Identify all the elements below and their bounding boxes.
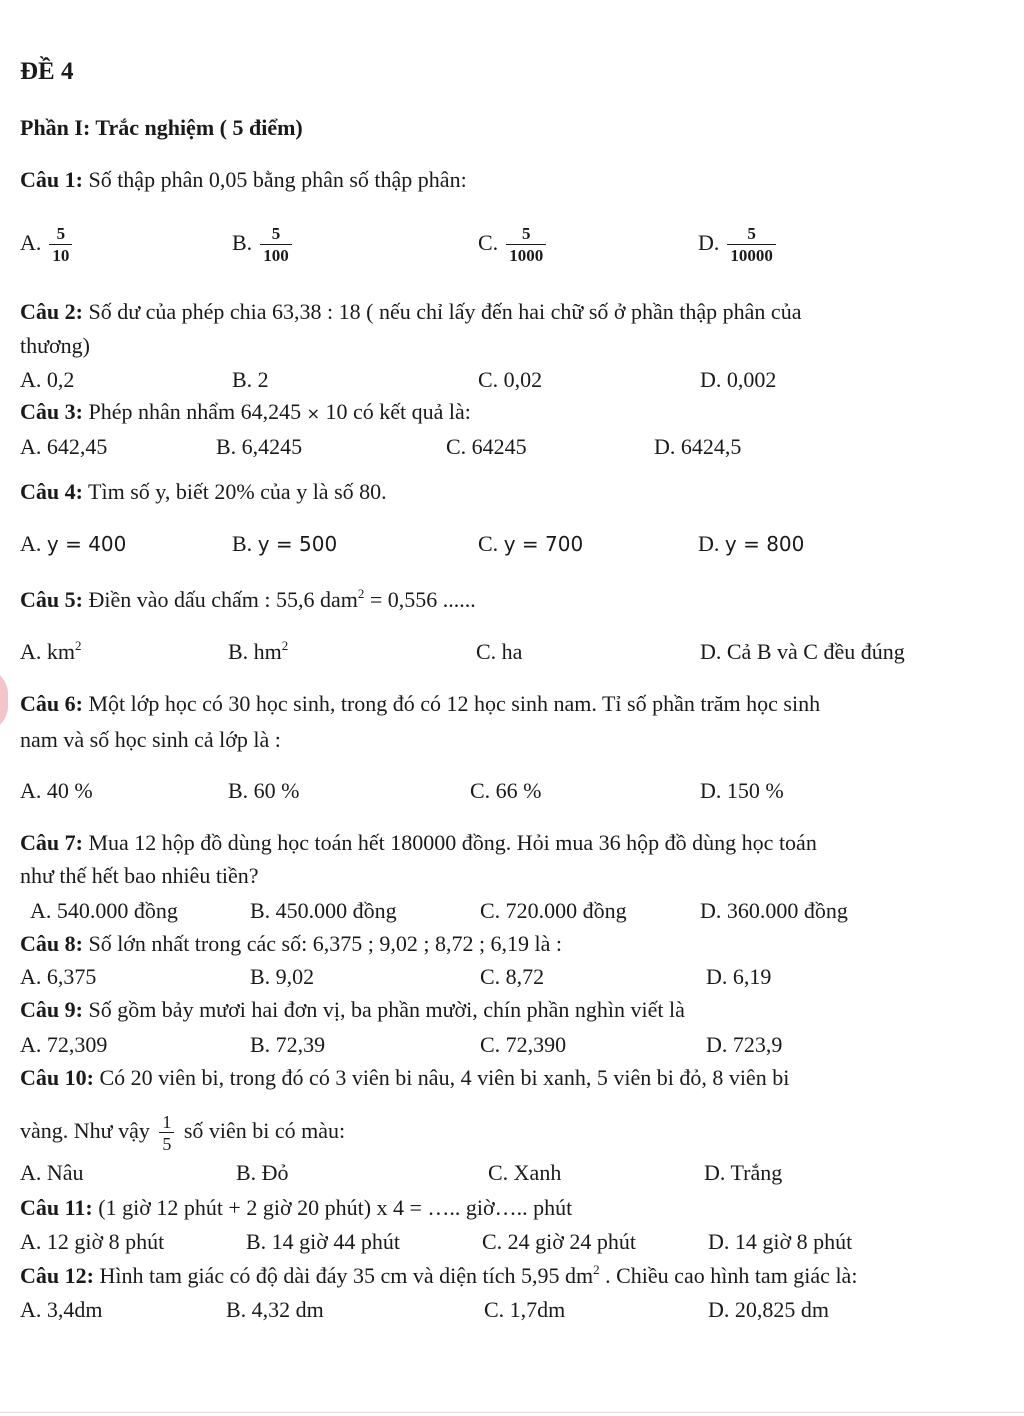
fraction [49,224,72,266]
question-6-continued: nam và số học sinh cả lớp là : [20,727,281,752]
question-label: Câu 3: [20,399,83,424]
question-label: Câu 6: [20,691,83,716]
option-expression: y = 800 [724,532,805,556]
q3-option-c[interactable]: C. 64245 [446,434,527,459]
question-text: Số dư của phép chia 63,38 : 18 ( nếu chỉ lấy đến hai chữ số ở phần thập phân của [82,299,802,324]
q2-option-a[interactable]: A. 0,2 [20,367,75,392]
denominator: 10000 [727,244,776,266]
question-label: Câu 9: [20,997,83,1022]
option-letter: D. [698,230,720,256]
margin-highlight [0,668,8,732]
denominator: 100 [260,244,292,266]
question-text: Số gồm bảy mươi hai đơn vị, ba phần mười, chín phần nghìn viết là [82,997,685,1022]
fraction [727,224,776,266]
q11-option-c[interactable]: C. 24 giờ 24 phút [482,1229,637,1254]
question-5 [20,586,476,614]
option-expression: y = 500 [257,532,338,556]
q8-option-c[interactable]: C. 8,72 [480,964,545,989]
times-sign: × [306,404,321,423]
q3-option-d[interactable]: D. 6424,5 [654,434,742,459]
q6-option-a[interactable]: A. 40 % [20,778,93,803]
q7-option-d[interactable]: D. 360.000 đồng [700,898,848,923]
option-text: C. ha [476,639,523,664]
question-3 [20,398,471,428]
q2-option-c[interactable]: C. 0,02 [478,367,543,392]
question-text: vàng. Như vậy [20,1118,156,1144]
numerator: 5 [56,224,66,243]
question-2-continued: thương) [20,333,90,358]
question-10-continued [20,1112,345,1154]
q5-option-c[interactable] [476,638,522,666]
numerator: 1 [162,1112,172,1132]
q2-option-d[interactable]: D. 0,002 [700,367,777,392]
question-text-end: = 0,556 ...... [364,587,476,612]
option-expression: y = 700 [503,532,584,556]
question-text-end: số viên bi có màu: [178,1118,346,1144]
q1-option-d[interactable] [698,224,776,266]
question-9 [20,996,685,1024]
question-label: Câu 7: [20,830,83,855]
exam-title: ĐỀ 4 [20,58,74,85]
question-12 [20,1262,857,1290]
numerator: 5 [271,224,281,243]
question-text: Hình tam giác có độ dài đáy 35 cm và diện tích 5,95 dm [93,1263,594,1288]
question-2 [20,298,801,326]
question-label: Câu 2: [20,299,83,324]
fraction [260,224,292,266]
option-text: B. hm [228,639,282,664]
q10-option-c[interactable]: C. Xanh [488,1160,562,1185]
numerator: 5 [747,224,756,243]
question-text: Số lớn nhất trong các số: 6,375 ; 9,02 ; 8,72 ; 6,19 là : [82,931,563,956]
q5-option-b[interactable] [228,638,288,666]
q6-option-d[interactable]: D. 150 % [700,778,784,803]
option-letter: B. [232,531,258,556]
superscript: 2 [281,638,289,653]
option-text: A. km [20,639,75,664]
superscript: 2 [593,1262,600,1277]
question-text: Điền vào dấu chấm : 55,6 dam [82,587,358,612]
q2-option-b[interactable]: B. 2 [232,367,269,392]
question-text: (1 giờ 12 phút + 2 giờ 20 phút) x 4 = ….. giờ….. phút [92,1195,573,1220]
q8-option-a[interactable]: A. 6,375 [20,964,97,989]
q9-option-c[interactable]: C. 72,390 [480,1032,567,1057]
q11-option-a[interactable]: A. 12 giờ 8 phút [20,1229,165,1254]
question-6 [20,690,820,718]
option-letter: B. [232,230,253,256]
q12-option-b[interactable]: B. 4,32 dm [226,1297,324,1322]
option-letter: C. [478,230,499,256]
question-10 [20,1064,789,1092]
question-7 [20,829,817,857]
question-text: Có 20 viên bi, trong đó có 3 viên bi nâu, 4 viên bi xanh, 5 viên bi đỏ, 8 viên bi [93,1065,790,1090]
superscript: 2 [75,638,82,653]
q5-option-d[interactable] [700,638,905,666]
question-label: Câu 10: [20,1065,94,1090]
q6-option-c[interactable]: C. 66 % [470,778,542,803]
q12-option-d[interactable]: D. 20,825 dm [708,1297,829,1322]
q9-option-a[interactable]: A. 72,309 [20,1032,108,1057]
question-text-end: . Chiều cao hình tam giác là: [599,1263,858,1288]
denominator: 10 [49,244,72,266]
option-letter: C. [478,531,504,556]
question-label: Câu 8: [20,931,83,956]
q7-option-b[interactable]: B. 450.000 đồng [250,898,397,923]
fraction [159,1112,174,1154]
option-letter: A. [20,531,47,556]
q9-option-b[interactable]: B. 72,39 [250,1032,326,1057]
question-text-end: 10 có kết quả là: [320,399,471,424]
numerator: 5 [521,224,531,243]
q8-option-b[interactable]: B. 9,02 [250,964,315,989]
question-4 [20,478,387,506]
q4-option-c[interactable] [478,530,583,558]
q12-option-c[interactable]: C. 1,7dm [484,1297,566,1322]
superscript: 2 [357,586,365,601]
q7-option-c[interactable]: C. 720.000 đồng [480,898,627,923]
q9-option-d[interactable]: D. 723,9 [706,1032,783,1057]
question-text: Mua 12 hộp đồ dùng học toán hết 180000 đồng. Hỏi mua 36 hộp đồ dùng học toán [82,830,817,855]
q3-option-a[interactable]: A. 642,45 [20,434,108,459]
question-text: Tìm số y, biết 20% của y là số 80. [82,479,387,504]
question-11 [20,1194,572,1222]
q1-option-b[interactable] [232,224,292,266]
q7-option-a[interactable]: A. 540.000 đồng [30,898,178,923]
q1-option-a[interactable] [20,224,72,266]
q5-option-a[interactable] [20,638,82,666]
question-label: Câu 1: [20,167,83,192]
question-text: Một lớp học có 30 học sinh, trong đó có 12 học sinh nam. Tỉ số phần trăm học sinh [82,691,821,716]
question-label: Câu 4: [20,479,83,504]
question-8 [20,930,562,958]
option-letter: D. [698,531,725,556]
q8-option-d[interactable]: D. 6,19 [706,964,772,989]
question-text: Số thập phân 0,05 bằng phân số thập phân: [82,167,467,192]
q11-option-d[interactable]: D. 14 giờ 8 phút [708,1229,853,1254]
section-heading: Phần I: Trắc nghiệm ( 5 điểm) [20,115,303,140]
question-label: Câu 5: [20,587,83,612]
question-text: Phép nhân nhẩm 64,245 [82,399,307,424]
page-bottom-divider [0,1412,1024,1413]
q1-option-c[interactable] [478,224,546,266]
option-letter: A. [20,230,42,256]
option-expression: y = 400 [46,532,127,556]
denominator: 5 [159,1132,174,1154]
denominator: 1000 [506,244,546,266]
q10-option-b[interactable]: B. Đỏ [236,1160,289,1185]
fraction [506,224,546,266]
q11-option-b[interactable]: B. 14 giờ 44 phút [246,1229,401,1254]
option-text: D. Cả B và C đều đúng [700,639,905,664]
q4-option-b[interactable] [232,530,337,558]
question-label: Câu 11: [20,1195,93,1220]
q6-option-b[interactable]: B. 60 % [228,778,300,803]
q3-option-b[interactable]: B. 6,4245 [216,434,303,459]
question-label: Câu 12: [20,1263,94,1288]
question-7-continued: như thế hết bao nhiêu tiền? [20,863,259,888]
question-1 [20,166,467,194]
q10-option-d[interactable]: D. Trắng [704,1160,783,1185]
q4-option-d[interactable] [698,530,804,558]
q4-option-a[interactable] [20,530,126,558]
q12-option-a[interactable]: A. 3,4dm [20,1297,103,1322]
q10-option-a[interactable]: A. Nâu [20,1160,84,1185]
